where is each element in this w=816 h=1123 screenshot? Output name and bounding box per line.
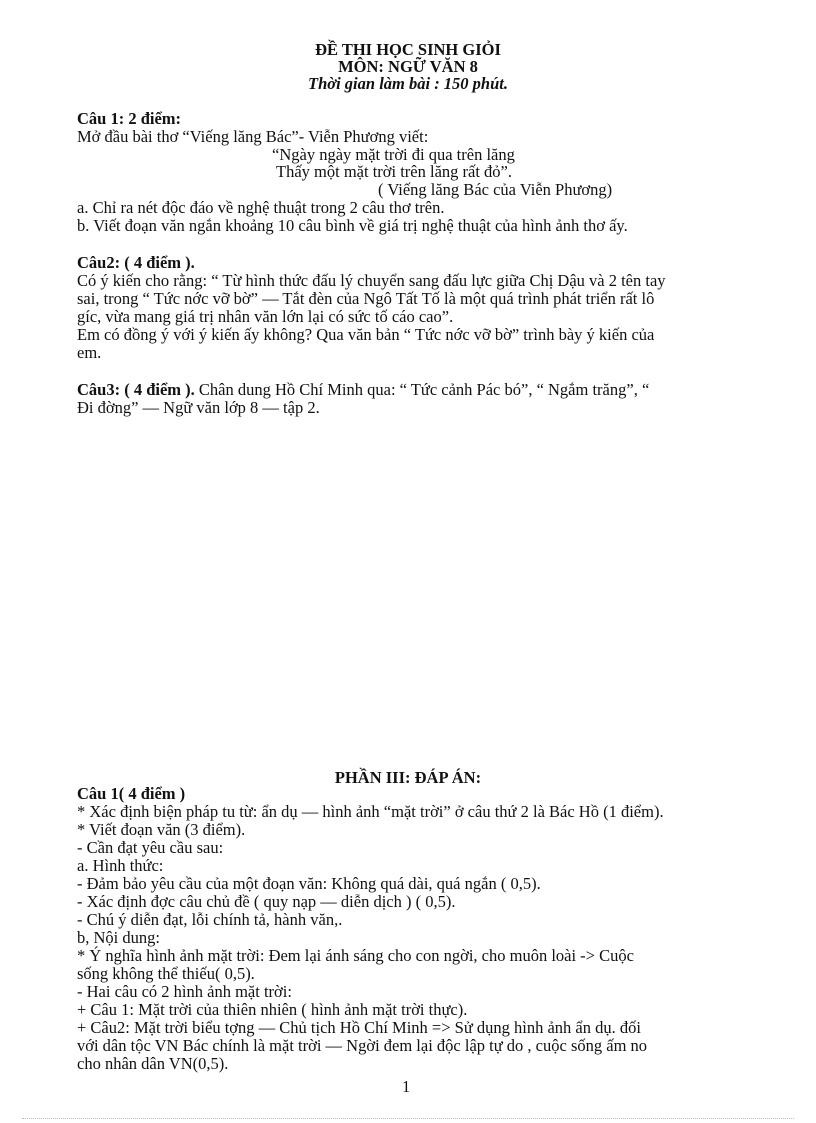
q2-line: Em có đồng ý với ý kiến ấy không? Qua văn bản “ Tức nớc vỡ bờ” trình bày ý kiến của [77, 325, 655, 344]
answer-line: - Hai câu có 2 hình ảnh mặt trời: [77, 982, 292, 1001]
q3-line-1-text: Chân dung Hồ Chí Minh qua: “ Tức cảnh Pác bó”, “ Ngắm trăng”, “ [194, 380, 650, 399]
answer-line: - Cần đạt yêu cầu sau: [77, 838, 224, 857]
answer-line: - Chú ý diễn đạt, lỗi chính tả, hành văn,. [77, 910, 343, 929]
q1-poem-line-1: “Ngày ngày mặt trời đi qua trên lăng [272, 145, 515, 164]
answer-line: với dân tộc VN Bác chính là mặt trời — Ngời đem lại độc lập tự do , cuộc sống ấm no [77, 1036, 648, 1055]
q2-line: em. [77, 343, 102, 362]
q1-poem-line-2: Thấy một mặt trời trên lăng rất đỏ”. [276, 162, 512, 181]
q1-intro: Mở đầu bài thơ “Viếng lăng Bác”- Viễn Phương viết: [77, 127, 429, 146]
answer-line: cho nhân dân VN(0,5). [77, 1054, 229, 1073]
answer-line: * Viết đoạn văn (3 điểm). [77, 820, 246, 839]
answer-line: * Xác định biện pháp tu từ: ẩn dụ — hình ảnh “mặt trời” ở câu thứ 2 là Bác Hồ (1 điểm). [77, 802, 664, 821]
exam-title: ĐỀ THI HỌC SINH GIỎI [315, 40, 501, 59]
answer-line: - Đảm bảo yêu cầu của một đoạn văn: Không quá dài, quá ngắn ( 0,5). [77, 874, 541, 893]
q1-part-b: b. Viết đoạn văn ngắn khoảng 10 câu bình về giá trị nghệ thuật của hình ảnh thơ ấy. [77, 216, 628, 235]
page-bottom-divider [22, 1118, 794, 1119]
answer-line: sống không thể thiếu( 0,5). [77, 964, 255, 983]
exam-time: Thời gian làm bài : 150 phút. [307, 74, 508, 93]
answer-line: b, Nội dung: [77, 928, 160, 947]
page-number: 1 [402, 1077, 411, 1096]
q3-line-1 [77, 380, 649, 399]
q2-heading: Câu2: ( 4 điểm ). [77, 253, 195, 272]
q2-line: gíc, vừa mang giá trị nhân văn lớn lại có sức tố cáo cao”. [77, 307, 454, 326]
answer-line: - Xác định đợc câu chủ đề ( quy nạp — diễn dịch ) ( 0,5). [77, 892, 456, 911]
q3-line-2: Đi đờng” — Ngữ văn lớp 8 — tập 2. [77, 398, 320, 417]
answer-line: + Câu 1: Mặt trời của thiên nhiên ( hình ảnh mặt trời thực). [77, 1000, 468, 1019]
answer-line: + Câu2: Mặt trời biểu tợng — Chủ tịch Hồ Chí Minh => Sử dụng hình ảnh ẩn dụ. đối [77, 1018, 641, 1037]
answers-heading: Câu 1( 4 điểm ) [77, 784, 186, 803]
answers-title: PHẦN III: ĐÁP ÁN: [334, 768, 482, 787]
answer-line: a. Hình thức: [77, 856, 164, 875]
q1-part-a: a. Chỉ ra nét độc đáo về nghệ thuật trong 2 câu thơ trên. [77, 198, 445, 217]
q2-line: sai, trong “ Tức nớc vỡ bờ” — Tắt đèn của Ngô Tất Tố là một quá trình phát triển rất lô [77, 289, 655, 308]
answer-line: * Ý nghĩa hình ảnh mặt trời: Đem lại ánh sáng cho con ngời, cho muôn loài -> Cuộc [77, 946, 634, 965]
exam-subject: MÔN: NGỮ VĂN 8 [338, 57, 478, 76]
q2-line: Có ý kiến cho rằng: “ Từ hình thức đấu lý chuyển sang đấu lực giữa Chị Dậu và 2 tên tay [77, 271, 666, 290]
q1-heading: Câu 1: 2 điểm: [77, 109, 182, 128]
q1-source: ( Viếng lăng Bác của Viễn Phương) [378, 180, 613, 199]
q3-heading: Câu3: ( 4 điểm ). [77, 380, 195, 399]
